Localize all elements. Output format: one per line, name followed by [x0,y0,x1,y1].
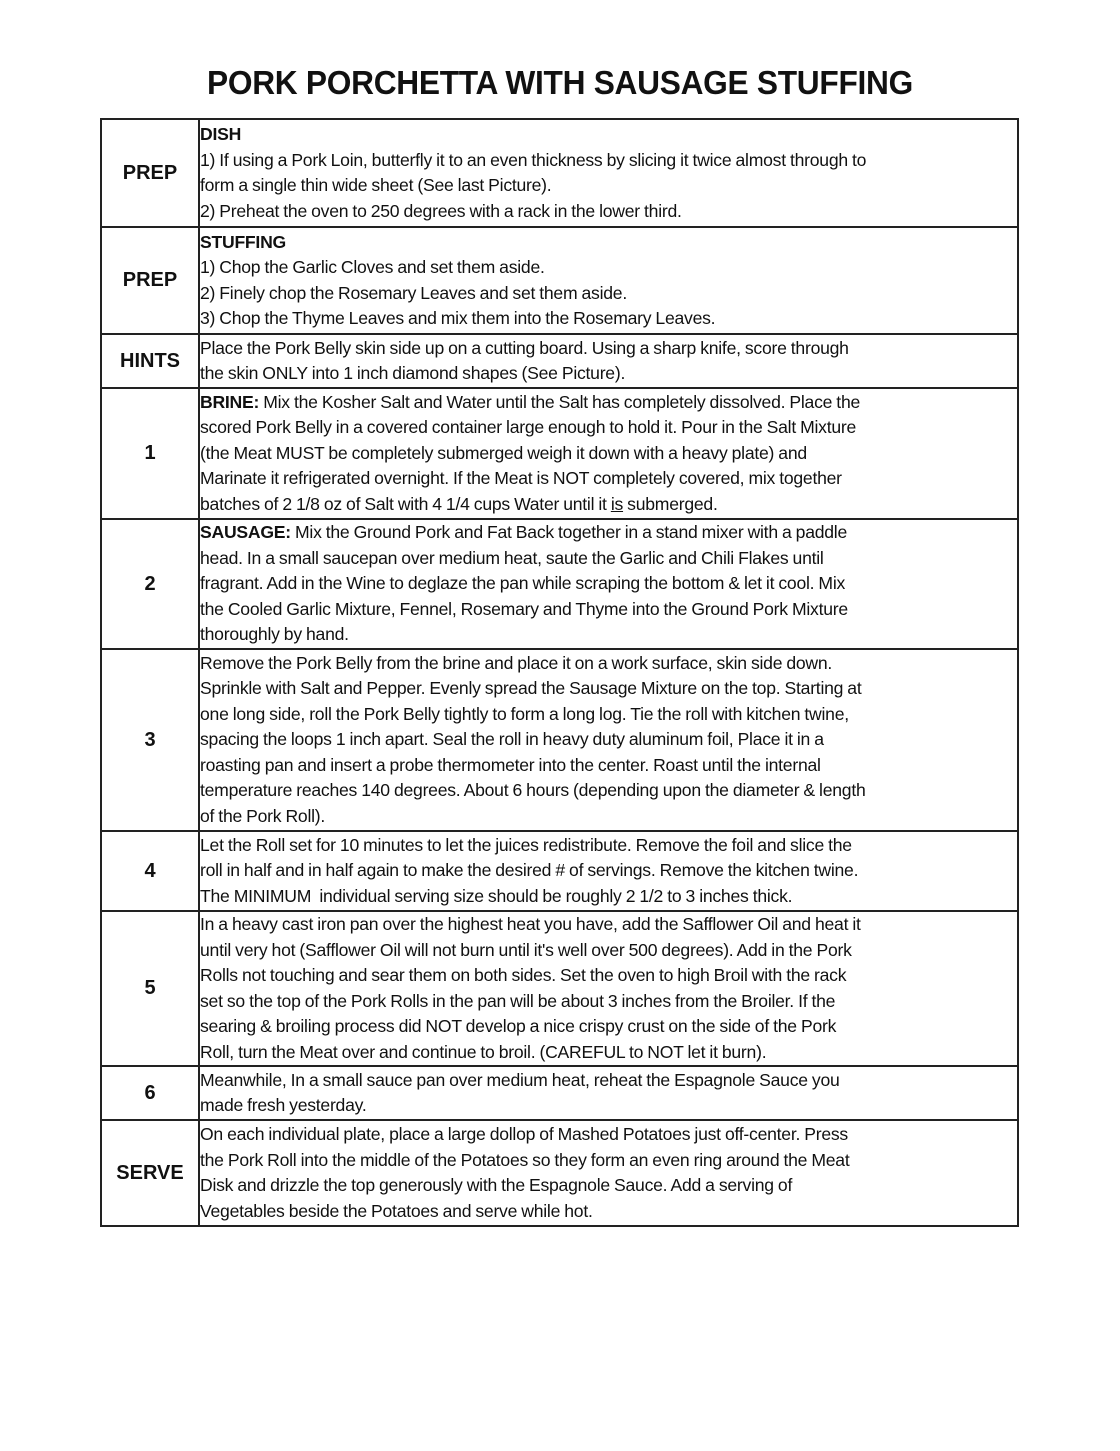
row-content [199,649,1018,831]
row-label: 5 [101,911,199,1066]
row-content [199,519,1018,649]
section-heading: STUFFING [200,231,286,252]
row-label: 2 [101,519,199,649]
table-row-step-2 [101,519,1018,649]
text-line: head. In a small saucepan over medium heat, saute the Garlic and Chili Flakes until [200,547,824,568]
text-line: 1) Chop the Garlic Cloves and set them aside. [200,257,545,277]
table-row-prep-stuffing [101,227,1018,334]
text-fragment: Mix the Ground Pork and Fat Back together in a stand mixer with a paddle [290,522,847,543]
text-line: 1) If using a Pork Loin, butterfly it to an even thickness by slicing it twice almost through to [200,149,867,170]
row-label: 6 [101,1066,199,1120]
text-line: In a heavy cast iron pan over the highest heat you have, add the Safflower Oil and heat it [200,914,861,934]
text-line: Roll, turn the Meat over and continue to broil. (CAREFUL to NOT let it burn). [200,1041,767,1062]
text-fragment: batches of 2 1/8 oz of Salt with 4 1/4 cups Water until it [200,493,611,514]
text-line: made fresh yesterday. [200,1095,367,1115]
step-lead: SAUSAGE: [200,522,291,543]
text-line [200,520,1017,546]
text-line: Place the Pork Belly skin side up on a cutting board. Using a sharp knife, score through [200,337,849,358]
text-line: Disk and drizzle the top generously with the Espagnole Sauce. Add a serving of [200,1175,793,1195]
text-line: (the Meat MUST be completely submerged weigh it down with a heavy plate) and [200,442,807,463]
table-row-hints [101,334,1018,388]
row-content [199,227,1018,334]
text-line: Remove the Pork Belly from the brine and place it on a work surface, skin side down. [200,652,833,673]
table-row-step-4 [101,831,1018,911]
text-line: 2) Preheat the oven to 250 degrees with a rack in the lower third. [200,200,682,221]
row-content [199,1120,1018,1226]
row-label: PREP [101,227,199,334]
row-label: SERVE [101,1120,199,1226]
text-line: of the Pork Roll). [200,805,326,826]
row-label: 4 [101,831,199,911]
table-row-step-5 [101,911,1018,1066]
text-line: roll in half and in half again to make the desired # of servings. Remove the kitchen twine. [200,860,859,881]
row-label: PREP [101,119,199,227]
table-row-step-6 [101,1066,1018,1120]
row-content [199,911,1018,1066]
text-line [200,390,1017,416]
text-line: temperature reaches 140 degrees. About 6 hours (depending upon the diameter & length [200,780,866,801]
text-line: Meanwhile, In a small sauce pan over medium heat, reheat the Espagnole Sauce you [200,1069,840,1090]
text-line: On each individual plate, place a large dollop of Mashed Potatoes just off-center. Press [200,1124,848,1144]
text-line: Marinate it refrigerated overnight. If the Meat is NOT completely covered, mix together [200,468,842,489]
row-label: HINTS [101,334,199,388]
text-fragment: Mix the Kosher Salt and Water until the Salt has completely dissolved. Place the [259,391,861,412]
text-line: until very hot (Safflower Oil will not burn until it's well over 500 degrees). Add in the Pork [200,939,852,960]
text-line: 3) Chop the Thyme Leaves and mix them into the Rosemary Leaves. [200,308,716,328]
text-line: spacing the loops 1 inch apart. Seal the roll in heavy duty aluminum foil, Place it in a [200,729,824,750]
underlined-word: is [610,493,624,514]
text-line: the Pork Roll into the middle of the Potatoes so they form an even ring around the Meat [200,1149,850,1170]
text-line: the skin ONLY into 1 inch diamond shapes (See Picture). [200,363,626,383]
row-content [199,831,1018,911]
text-line: the Cooled Garlic Mixture, Fennel, Rosemary and Thyme into the Ground Pork Mixture [200,598,848,619]
table-row-step-3 [101,649,1018,831]
row-content [199,119,1018,227]
text-line [200,492,1017,518]
text-line: scored Pork Belly in a covered container large enough to hold it. Pour in the Salt Mixture [200,417,857,438]
text-line: Rolls not touching and sear them on both sides. Set the oven to high Broil with the rack [200,965,847,985]
row-label: 1 [101,388,199,519]
text-line: Vegetables beside the Potatoes and serve while hot. [200,1200,593,1221]
row-label: 3 [101,649,199,831]
table-row-step-1 [101,388,1018,519]
recipe-title: PORK PORCHETTA WITH SAUSAGE STUFFING [207,64,913,101]
recipe-table [100,118,1019,1227]
text-line: roasting pan and insert a probe thermometer into the center. Roast until the internal [200,754,821,775]
text-line: Let the Roll set for 10 minutes to let the juices redistribute. Remove the foil and slice the [200,834,852,855]
table-row-serve [101,1120,1018,1226]
section-heading: DISH [200,124,242,144]
text-line: Sprinkle with Salt and Pepper. Evenly spread the Sausage Mixture on the top. Starting at [200,678,862,699]
row-content [199,388,1018,519]
text-line: thoroughly by hand. [200,624,349,645]
row-content [199,334,1018,388]
table-row-prep-dish [101,119,1018,227]
text-line: fragrant. Add in the Wine to deglaze the pan while scraping the bottom & let it cool. Mix [200,573,846,594]
text-line: searing & broiling process did NOT develop a nice crispy crust on the side of the Pork [200,1016,837,1036]
step-lead: BRINE: [200,391,260,412]
text-line: one long side, roll the Pork Belly tightly to form a long log. Tie the roll with kitchen twine, [200,703,849,724]
text-line: set so the top of the Pork Rolls in the pan will be about 3 inches from the Broiler. If the [200,990,836,1011]
row-content [199,1066,1018,1120]
text-line: form a single thin wide sheet (See last Picture). [200,175,552,195]
text-line: The MINIMUM individual serving size should be roughly 2 1/2 to 3 inches thick. [200,885,793,906]
text-fragment: submerged. [623,493,718,514]
text-line: 2) Finely chop the Rosemary Leaves and set them aside. [200,282,627,303]
